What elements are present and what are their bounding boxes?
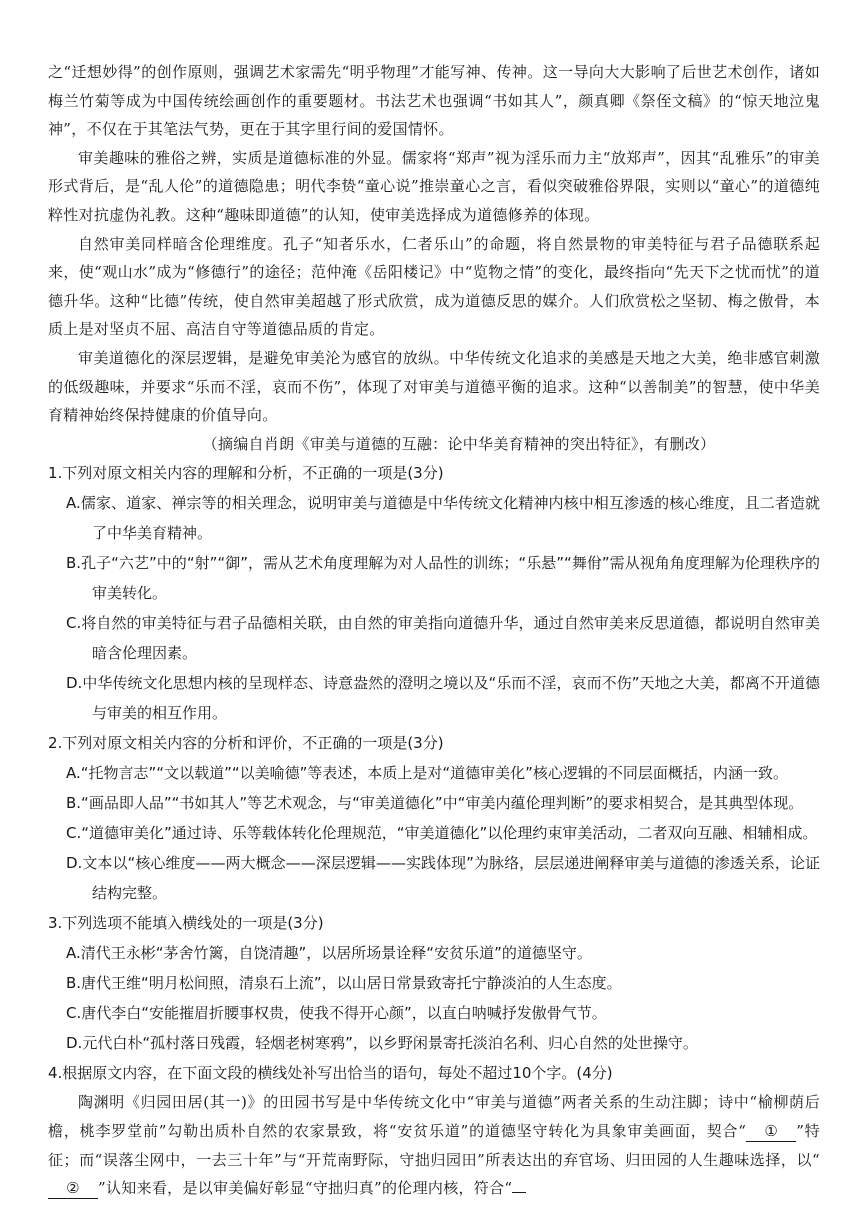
question-1-option-b: B.孔子“六艺”中的“射”“御”，需从艺术角度理解为对人品性的训练；“乐悬”“舞佾”需从视角角度理解为伦理秩序的审美转化。	[66, 554, 820, 603]
question-4-stem: 4.根据原文内容，在下面文段的横线处补写出恰当的语句，每处不超过10个字。(4分)	[48, 1064, 613, 1083]
question-4-passage	[48, 1088, 820, 1202]
question-1-option-c: C.将自然的审美特征与君子品德相关联，由自然的审美指向道德升华，通过自然审美来反思道德，都说明自然审美暗含伦理因素。	[66, 614, 820, 663]
passage-source: （摘编自肖朗《审美与道德的互融：论中华美育精神的突出特征》，有删改）	[202, 434, 716, 453]
question-4-text-a: 陶渊明《归园田居(其一)》的田园书写是中华传统文化中“审美与道德”两者关系的生动注脚；诗中“榆柳荫后檐，桃李罗堂前”勾勒出质朴自然的农家景致，将“安贫乐道”的道德坚守转化为具象审美画面，契合	[48, 1093, 820, 1140]
answer-blank-2[interactable]: ②	[48, 1178, 98, 1199]
blank-1-open-quote: “	[738, 1121, 747, 1140]
question-1	[48, 458, 820, 728]
question-4-text-b: 特征；而“误落尘网中，一去三十年”与“开荒南野际，守拙归园田”所表达出的弃官场、归田园的人生趣味选择，以	[48, 1121, 820, 1169]
question-2-option-d: D.文本以“核心维度——两大概念——深层逻辑——实践体现”为脉络，层层递进阐释审美与道德的渗透关系，论证结构完整。	[66, 854, 820, 903]
question-2	[48, 728, 820, 908]
question-3-option-b: B.唐代王维“明月松间照，清泉石上流”，以山居日常景致寄托宁静淡泊的人生态度。	[66, 974, 622, 993]
passage-paragraph-2: 审美趣味的雅俗之辨，实质是道德标准的外显。儒家将“郑声”视为淫乐而力主“放郑声”，因其“乱雅乐”的审美形式背后，是“乱人伦”的道德隐患；明代李贽“童心说”推崇童心之言，看似突破雅俗界限，实则以“童心”的道德纯粹性对抗虚伪礼教。这种“趣味即道德”的认知，使审美选择成为道德修养的体现。	[48, 148, 820, 224]
question-2-option-c: C.“道德审美化”通过诗、乐等载体转化伦理规范，“审美道德化”以伦理约束审美活动，二者双向互融、相辅相成。	[66, 824, 818, 843]
question-3	[48, 908, 820, 1058]
question-4	[48, 1058, 820, 1202]
blank-2-close-quote: ”	[98, 1179, 106, 1198]
passage-paragraph-1: 之“迁想妙得”的创作原则，强调艺术家需先“明乎物理”才能写神、传神。这一导向大大影响了后世艺术创作，诸如梅兰竹菊等成为中国传统绘画创作的重要题材。书法艺术也强调“书如其人”，颜真卿《祭侄文稿》的“惊天地泣鬼神”，不仅在于其笔法气势，更在于其字里行间的爱国情怀。	[48, 63, 820, 139]
answer-blank-1[interactable]: ①	[746, 1121, 796, 1142]
question-1-stem: 1.下列对原文相关内容的理解和分析，不正确的一项是(3分)	[48, 464, 444, 483]
question-2-stem: 2.下列对原文相关内容的分析和评价，不正确的一项是(3分)	[48, 734, 444, 753]
question-1-option-d: D.中华传统文化思想内核的呈现样态、诗意盎然的澄明之境以及“乐而不淫，哀而不伤”天地之大美，都离不开道德与审美的相互作用。	[66, 674, 820, 723]
question-2-option-b: B.“画品即人品”“书如其人”等艺术观念，与“审美道德化”中“审美内蕴伦理判断”的要求相契合，是其典型体现。	[66, 794, 804, 813]
question-3-stem: 3.下列选项不能填入横线处的一项是(3分)	[48, 914, 324, 933]
question-1-option-a: A.儒家、道家、禅宗等的相关理念，说明审美与道德是中华传统文化精神内核中相互渗透的核心维度，且二者造就了中华美育精神。	[66, 494, 820, 543]
question-4-text-c: 认知来看，是以审美偏好彰显“守拙归真”的伦理内核，符合	[105, 1179, 505, 1198]
passage-paragraph-3: 自然审美同样暗含伦理维度。孔子“知者乐水，仁者乐山”的命题，将自然景物的审美特征与君子品德联系起来，使“观山水”成为“修德行”的途径；范仲淹《岳阳楼记》中“览物之情”的变化，最终指向“先天下之忧而忧”的道德升华。这种“比德”传统，使自然审美超越了形式欣赏，成为道德反思的媒介。人们欣赏松之坚韧、梅之傲骨，本质上是对坚贞不屈、高洁自守等道德品质的肯定。	[48, 234, 820, 339]
question-3-option-a: A.清代王永彬“茅舍竹篱，自饶清趣”，以居所场景诠释“安贫乐道”的道德坚守。	[66, 944, 592, 963]
question-3-option-c: C.唐代李白“安能摧眉折腰事权贵，使我不得开心颜”，以直白呐喊抒发傲骨气节。	[66, 1004, 607, 1023]
blank-3-open-quote: “	[504, 1179, 513, 1198]
blank-1-close-quote: ”	[796, 1121, 805, 1140]
blank-2-open-quote: “	[812, 1150, 820, 1169]
answer-blank-3[interactable]	[512, 1174, 526, 1193]
question-2-option-a: A.“托物言志”“文以载道”“以美喻德”等表述，本质上是对“道德审美化”核心逻辑的不同层面概括，内涵一致。	[66, 764, 788, 783]
question-3-option-d: D.元代白朴“孤村落日残霞，轻烟老树寒鸦”，以乡野闲景寄托淡泊名利、归心自然的处世操守。	[66, 1034, 698, 1053]
passage-paragraph-4: 审美道德化的深层逻辑，是避免审美沦为感官的放纵。中华传统文化追求的美感是天地之大美，绝非感官刺激的低级趣味，并要求“乐而不淫，哀而不伤”，体现了对审美与道德平衡的追求。这种“以善制美”的智慧，使中华美育精神始终保持健康的价值导向。	[48, 348, 820, 425]
